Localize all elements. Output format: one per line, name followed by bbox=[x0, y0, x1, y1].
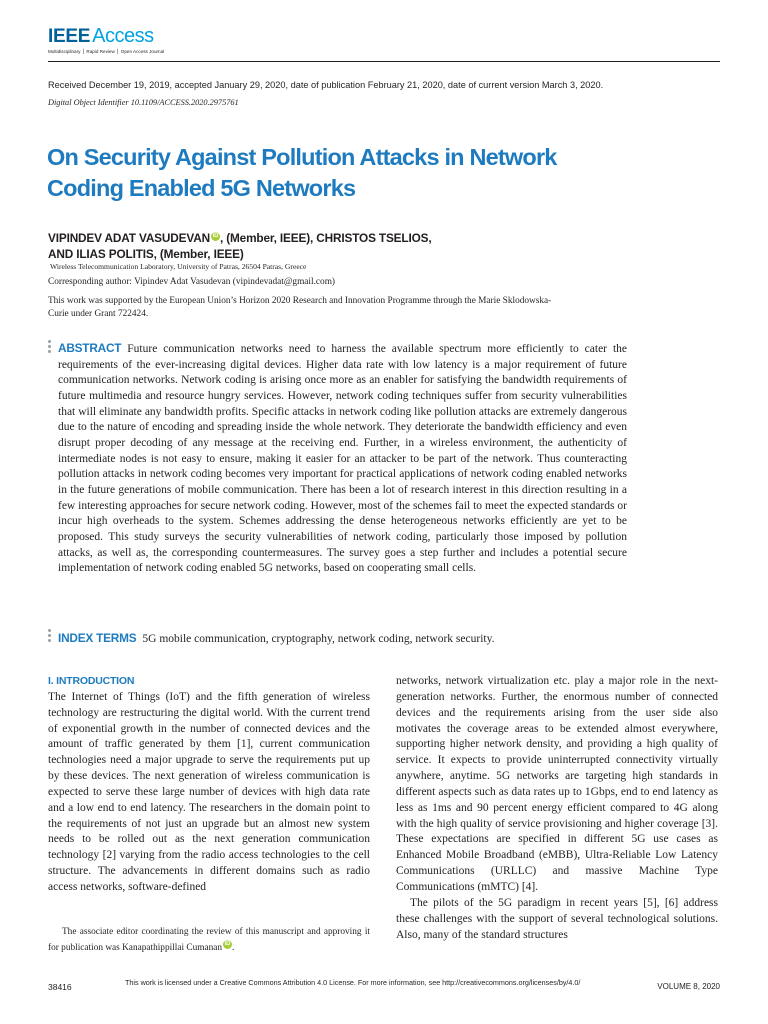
doi-line: Digital Object Identifier 10.1109/ACCESS.2020.2975761 bbox=[48, 98, 239, 107]
right-column bbox=[396, 674, 718, 943]
index-terms-label: INDEX TERMS bbox=[58, 631, 137, 645]
abstract-dot-marker bbox=[48, 340, 51, 356]
received-dates: Received December 19, 2019, accepted January 29, 2020, date of publication February 21, 2020, date of current version March 3, 2020. bbox=[48, 80, 604, 90]
license-notice: This work is licensed under a Creative Commons Attribution 4.0 License. For more information, see http://creativecommons.org/licenses/by/4.0/ bbox=[125, 978, 581, 987]
affiliation: Wireless Telecommunication Laboratory, University of Patras, 26504 Patras, Greece bbox=[50, 262, 307, 271]
author-3: AND ILIAS POLITIS, (Member, IEEE) bbox=[48, 247, 244, 261]
intro-paragraph-2-text: The pilots of the 5G paradigm in recent years [5], [6] address these challenges with the support of several technological solutions. Also, many of the standard structures bbox=[396, 896, 718, 941]
title-line-1: On Security Against Pollution Attacks in Network bbox=[47, 144, 557, 170]
volume-label: VOLUME 8, 2020 bbox=[657, 982, 720, 991]
intro-paragraph-1: The Internet of Things (IoT) and the fifth generation of wireless technology are restructuring the digital world. With the current trend of exponential growth in the number of connected devices and the amount of traffic generated by them [1], current communication technologies need a major upgrade to serve the requirements put up by these devices. The next generation of wireless communication is expected to serve these large number of devices with high data rate and a low end to end latency. The researchers in the domain point to the requirements of not just an upgrade but an almost new system needs to be rolled out as the next generation communication technology [2] varying from the radio access technologies to the cell structure. The advancements in different domains such as radio access networks, software-defined bbox=[48, 690, 370, 893]
footnote-end: . bbox=[232, 943, 235, 953]
logo-access-text: Access bbox=[92, 25, 154, 47]
paper-title bbox=[47, 142, 727, 204]
abstract-text: Future communication networks need to harness the available spectrum more efficiently to cater the requirements of the ever-increasing digital devices. Higher data rate with low latency is a major requirement of future communication networks. Network coding is arising once more as an enabler for satisfying the bandwidth requirements of future multimedia and resource hungry services. However, network coding techniques suffer from security vulnerabilities that will eliminate any bandwidth profits. Specific attacks in network coding like pollution attacks are extremely dangerous due to the nature of encoding and spreading inside the whole network. They deteriorate the bandwidth efficiency and even disrupt proper decoding of any message at the receiving end. Further, in a wireless environment, the authenticity of intermediate nodes is not easy to ensure, making it easier for an attacker to be part of the network. Thus counteracting pollution attacks in network coding becomes very important for practical applications of network coding enabled networks in the future generations of mobile communication. There has been a lot of research interest in this direction resulting in a few interesting approaches for secure network coding. However, most of the schemes fail to meet the expected standards or incur high overheads to the system. Schemes addressing the dense heterogeneous networks efficiently are yet to be proposed. This study surveys the security vulnerabilities of network coding, particularly those imposed by pollution attacks, as well as, the corresponding countermeasures. The survey goes a step further and includes a potential secure implementation of network coding enabled 5G networks, based on cooperating small cells. bbox=[58, 343, 627, 575]
header-divider bbox=[48, 61, 720, 62]
index-terms-block bbox=[58, 631, 658, 648]
title-line-2: Coding Enabled 5G Networks bbox=[47, 175, 356, 201]
left-column bbox=[48, 674, 370, 896]
journal-tagline: Multidisciplinary ⎪ Rapid Review ⎪ Open Access Journal bbox=[48, 49, 165, 54]
author-1-name: VIPINDEV ADAT VASUDEVAN bbox=[48, 231, 210, 245]
index-terms-text: 5G mobile communication, cryptography, network coding, network security. bbox=[142, 633, 495, 645]
author-1-role-and-author-2: , (Member, IEEE), CHRISTOS TSELIOS, bbox=[219, 231, 432, 245]
editor-orcid-icon[interactable]: iD bbox=[224, 941, 231, 947]
editor-footnote bbox=[48, 925, 370, 956]
section-heading-introduction: I. INTRODUCTION bbox=[48, 675, 135, 687]
index-terms-dot-marker bbox=[48, 629, 51, 645]
abstract-label: ABSTRACT bbox=[58, 341, 122, 355]
intro-paragraph-2 bbox=[396, 896, 718, 944]
ieee-access-logo bbox=[48, 26, 164, 46]
footnote-text: The associate editor coordinating the review of this manuscript and approving it for publication was Kanapathippillai Cumanan bbox=[48, 927, 370, 953]
funding-statement: This work was supported by the European Union’s Horizon 2020 Research and Innovation Programme through the Marie Sklodowska-Curie under Grant 722424. bbox=[48, 296, 552, 319]
orcid-icon[interactable]: iD bbox=[212, 233, 219, 239]
logo-ieee-text: IEEE bbox=[48, 26, 91, 47]
corresponding-author: Corresponding author: Vipindev Adat Vasudevan (vipindevadat@gmail.com) bbox=[48, 277, 336, 287]
page-number: 38416 bbox=[48, 982, 72, 992]
journal-header bbox=[48, 26, 164, 55]
author-list bbox=[48, 230, 728, 262]
abstract-block bbox=[58, 341, 627, 577]
intro-paragraph-1-continued: networks, network virtualization etc. play a major role in the next-generation networks. Further, the enormous number of connected devices and the requirements arising from the user side also motivates the coverage areas to be extended almost everywhere, supporting higher network density, and providing a high quality of service. It expects to provide uninterrupted connectivity virtually anywhere, anytime. 5G networks are targeting high standards in different aspects such as data rates up to 1Gbps, end to end latency as less as 1ms and 90 percent energy efficient compared to 4G along with the high quality of service provisioning and higher coverage [3]. These expectations are specified in different 5G use cases as Enhanced Mobile Broadband (eMBB), Ultra-Reliable Low Latency Communications (URLLC) and massive Machine Type Communications (mMTC) [4]. bbox=[396, 675, 718, 893]
